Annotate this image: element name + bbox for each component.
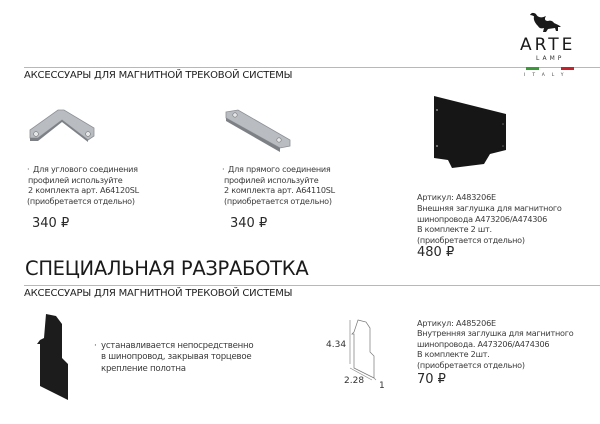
product-description (222, 164, 335, 206)
brand-country: ITALY (524, 73, 571, 78)
description-line: В комплекте 2шт. (417, 349, 490, 360)
dimension-depth: 1 (379, 381, 385, 391)
feature-description (94, 341, 254, 375)
description-line: (приобретается отдельно) (417, 359, 525, 370)
description-line: 2 комплекта арт. A64120SL (28, 185, 139, 196)
dimension-drawing (344, 318, 404, 382)
description-line: Для прямого соединения (228, 164, 331, 174)
description-line: профилей используйте (224, 174, 319, 185)
description-line: (приобретается отдельно) (224, 195, 332, 206)
product-price: 480 ₽ (417, 245, 455, 260)
description-line: Для углового соединения (33, 164, 138, 174)
flag-green-stripe (526, 67, 539, 70)
winged-lion-icon (528, 12, 568, 36)
product-description (417, 328, 573, 370)
flag-red-stripe (561, 67, 574, 70)
product-price: 70 ₽ (417, 372, 446, 387)
product-article: Артикул: A483206E (417, 192, 496, 202)
product-description (417, 203, 562, 245)
bullet: · (94, 341, 97, 351)
product-article: Артикул: A485206E (417, 318, 496, 328)
description-line: (приобретается отдельно) (417, 234, 525, 245)
internal-end-cap-image (34, 314, 74, 400)
description-line: шинопровода. A473206/A474306 (417, 338, 550, 349)
description-line: крепление полотна (101, 363, 186, 374)
section-title: АКСЕССУАРЫ ДЛЯ МАГНИТНОЙ ТРЕКОВОЙ СИСТЕМЫ (24, 288, 293, 299)
description-line: в шинопровод, закрывая торцевое (101, 352, 252, 363)
page-heading: СПЕЦИАЛЬНАЯ РАЗРАБОТКА (25, 257, 309, 280)
section-divider (24, 285, 600, 286)
external-end-cap-image (432, 96, 512, 168)
description-line: шинопровода A473206/A474306 (417, 213, 547, 224)
bullet: · (222, 164, 225, 174)
description-line: В комплекте 2 шт. (417, 224, 492, 235)
corner-connector-image (28, 106, 100, 144)
description-line: (приобретается отдельно) (27, 195, 135, 206)
section-title: АКСЕССУАРЫ ДЛЯ МАГНИТНОЙ ТРЕКОВОЙ СИСТЕМЫ (24, 70, 293, 81)
description-line: 2 комплекта арт. A64110SL (224, 185, 335, 196)
brand-sub: LAMP (536, 55, 565, 62)
description-line: устанавливается непосредственно (101, 341, 254, 351)
description-line: Внешняя заглушка для магнитного (417, 203, 562, 213)
dimension-height: 4.34 (326, 340, 347, 350)
product-description (27, 164, 139, 206)
header-divider (24, 67, 600, 68)
straight-connector-image (224, 108, 296, 154)
dimension-width: 2.28 (344, 376, 365, 386)
bullet: · (27, 164, 30, 174)
brand-name: ARTE (520, 35, 576, 55)
description-line: профилей используйте (28, 174, 123, 185)
product-price: 340 ₽ (230, 216, 268, 231)
description-line: Внутренняя заглушка для магнитного (417, 328, 574, 338)
product-price: 340 ₽ (32, 216, 70, 231)
